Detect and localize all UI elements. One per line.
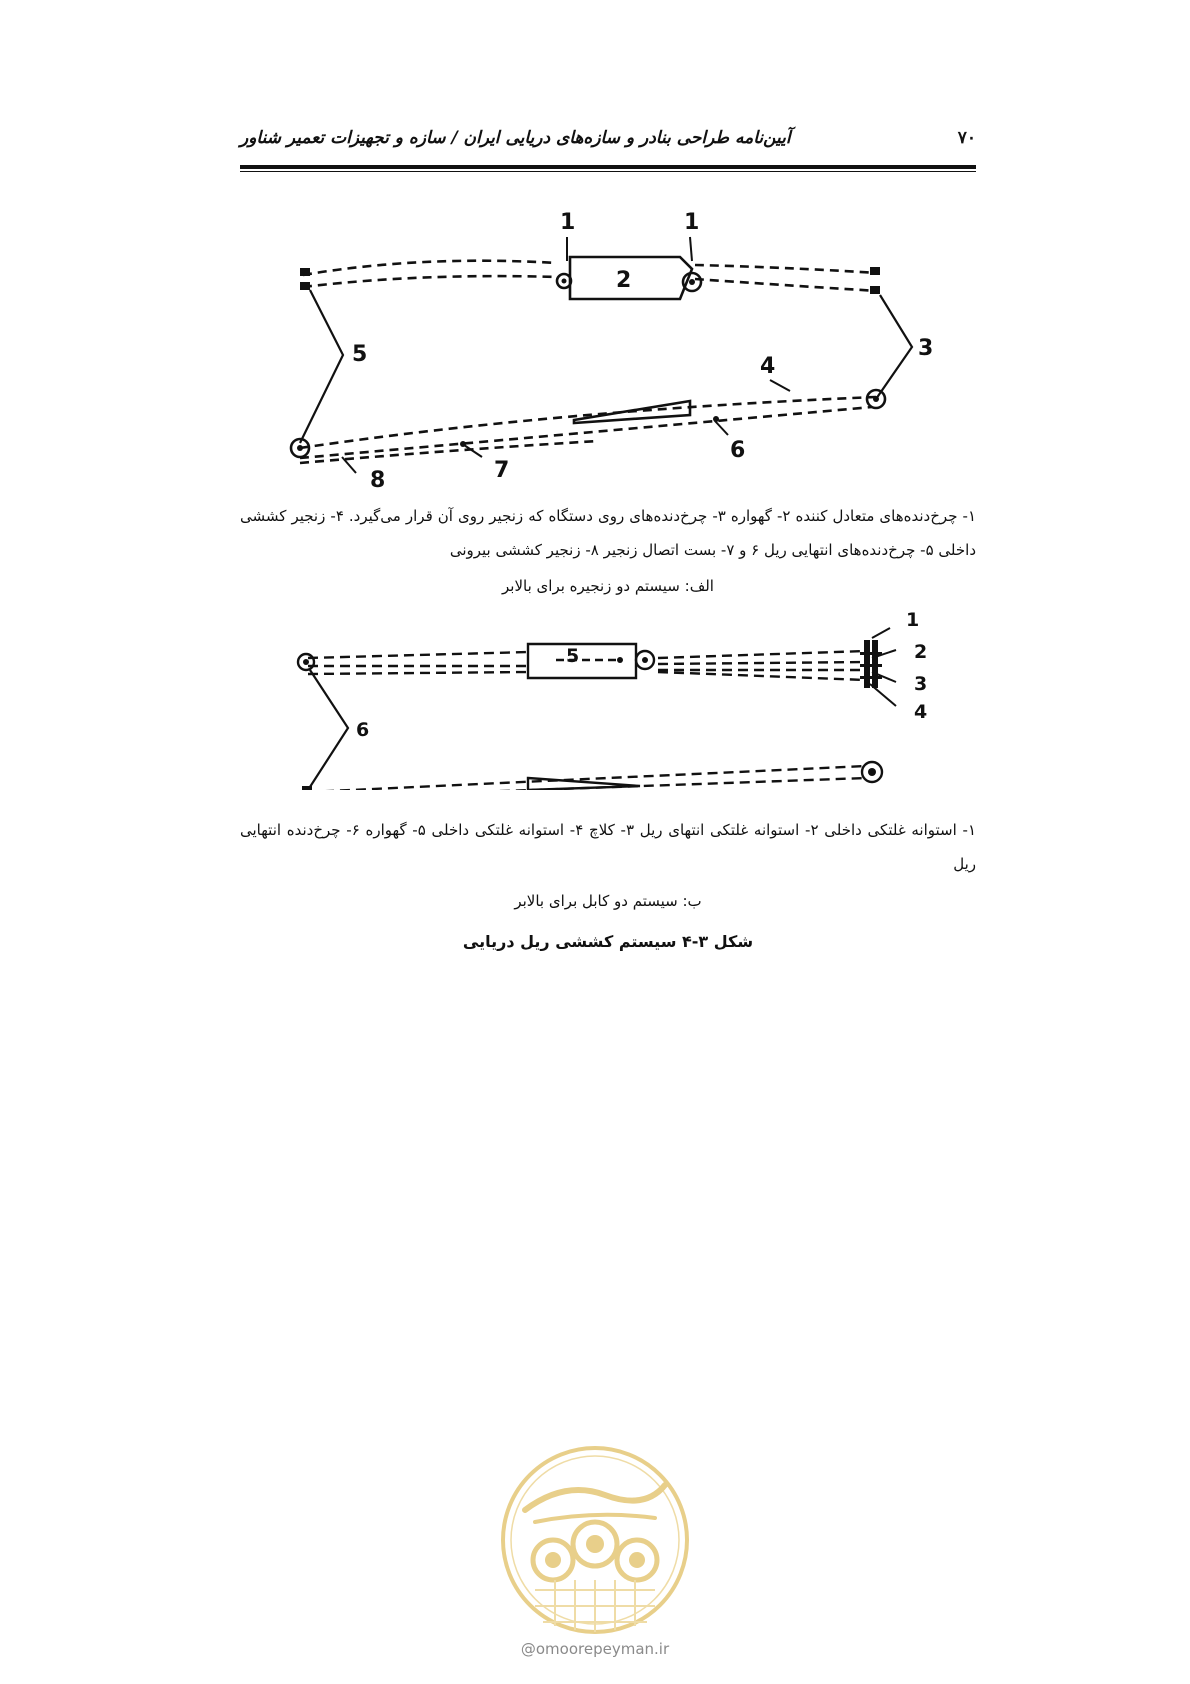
watermark-logo	[495, 1440, 695, 1640]
label-b-4: 4	[914, 701, 928, 723]
chain-top-left-upper	[303, 261, 557, 275]
label-b-3: 3	[914, 673, 928, 695]
label-a-1-left: 1	[560, 210, 576, 235]
header-rule-thin	[240, 171, 976, 172]
cable-top-bottom	[308, 672, 528, 674]
chain-top-right-lower	[695, 279, 878, 291]
label-a-6: 6	[730, 438, 746, 463]
label-b-5: 5	[566, 645, 580, 667]
header-title: آیین‌نامه طراحی بنادر و سازه‌های دریایی ایران / سازه و تجهیزات تعمیر شناور	[240, 128, 791, 148]
chain-left-6	[308, 670, 348, 790]
cable-right-mid1	[658, 662, 866, 664]
label-a-1-right: 1	[684, 210, 700, 235]
label-a-7: 7	[494, 458, 510, 483]
label-b-2: 2	[914, 641, 928, 663]
chain-top-left-lower	[303, 276, 557, 287]
cable-bottom-upper	[308, 766, 866, 790]
watermark-url: @omoorepeyman.ir	[520, 1640, 670, 1658]
page-number: ۷۰	[957, 128, 976, 148]
label-b-1: 1	[906, 609, 920, 631]
chain-right-3	[876, 295, 912, 399]
label-a-3: 3	[918, 336, 934, 361]
cable-right-lower	[658, 672, 866, 680]
figure-a-legend: ۱- چرخ‌دنده‌های متعادل کننده ۲- گهواره ۳- چرخ‌دنده‌های روی دستگاه که زنجیر روی آن قرار می‌گیرد. ۴- زنجیر کششی داخلی ۵- چرخ‌دنده‌های انتهایی ریل ۶ و ۷- بست اتصال زنجیر ۸- زنجیر کششی بیرونی	[240, 507, 976, 559]
label-a-2: 2	[616, 268, 632, 293]
label-a-4: 4	[760, 354, 776, 379]
watermark	[495, 1440, 695, 1680]
figure-b-diagram	[0, 600, 1190, 790]
figure-a-caption: الف: سیستم دو زنجیره برای بالابر	[502, 577, 714, 595]
figure-b-caption: ب: سیستم دو کابل برای بالابر	[514, 892, 702, 910]
label-a-8: 8	[370, 468, 386, 493]
chain-left-5	[300, 290, 343, 443]
figure-a-diagram	[0, 195, 1190, 495]
cable-right-upper	[658, 651, 866, 658]
chain-top-right-upper	[695, 265, 878, 273]
figure-title: شکل ۳-۴ سیستم کششی ریل دریایی	[462, 932, 754, 951]
label-b-6: 6	[356, 719, 370, 741]
label-a-5: 5	[352, 342, 368, 367]
cable-top-upper	[308, 652, 528, 658]
page-header	[240, 128, 976, 168]
figure-b-legend: ۱- استوانه غلتکی داخلی ۲- استوانه غلتکی انتهای ریل ۳- کلاچ ۴- استوانه غلتکی داخلی ۵- گهواره ۶- چرخ‌دنده انتهایی ریل	[240, 821, 976, 873]
header-rule-thick	[240, 165, 976, 169]
watermark-script	[525, 1485, 665, 1510]
